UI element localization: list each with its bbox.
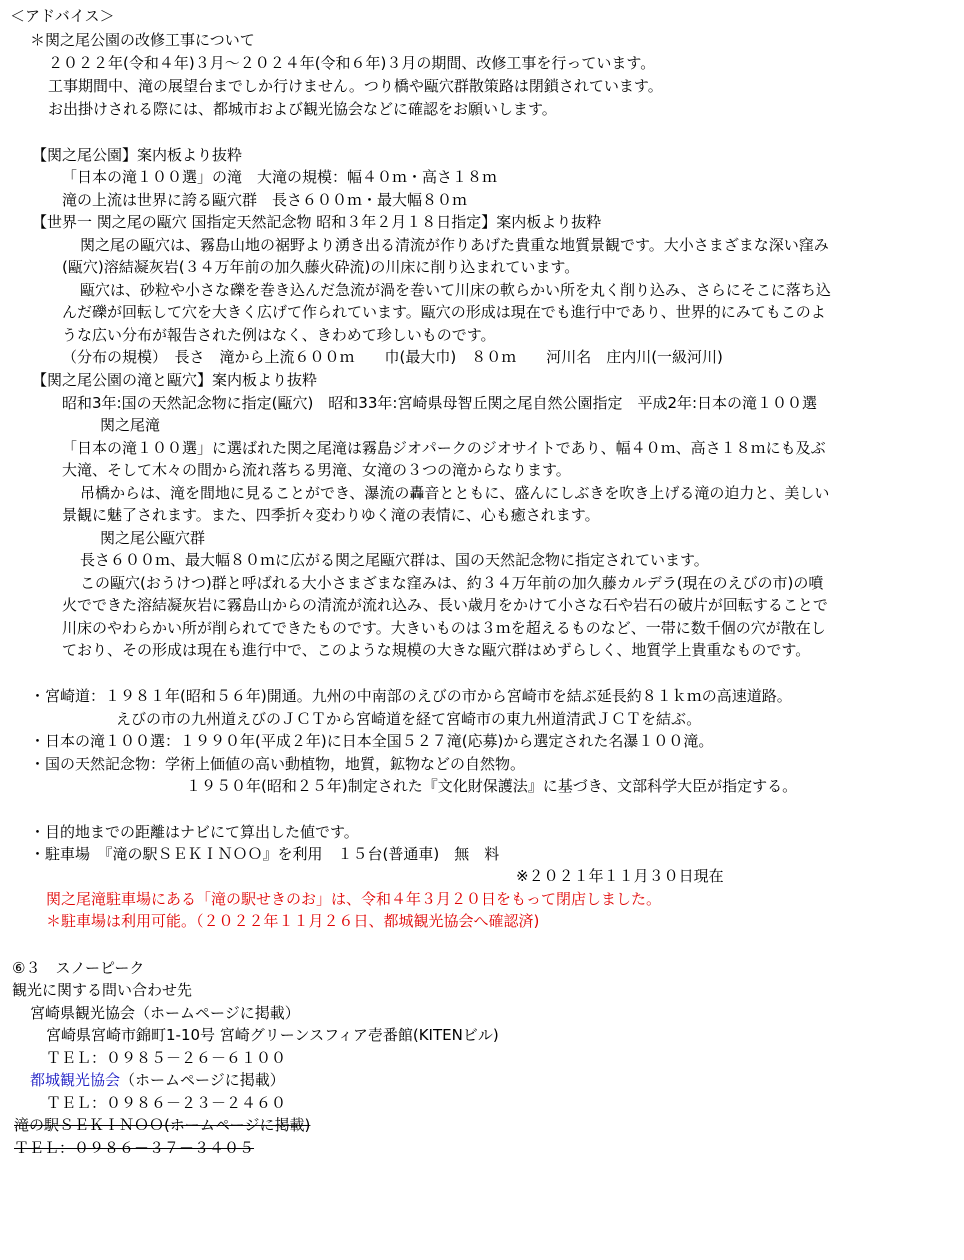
note-item: ・宮崎道：１９８１年(昭和５６年)開通。九州の中南部のえびの市から宮崎市を結ぶ延長約８１ｋｍの高速道路。	[30, 687, 792, 705]
potholes-sign-line: んだ礫が回転して穴を大きく広げて作られています。甌穴の形成は現在でも進行中であり、世界的にみてもこのよ	[62, 303, 826, 321]
note-item: えびの市の九州道えびのＪＣＴから宮崎道を経て宮崎市の東九州道清武ＪＣＴを結ぶ。	[116, 710, 702, 728]
potholes-sign-line: 関之尾の甌穴は、霧島山地の裾野より湧き出る清流が作りあげた貴重な地質景観です。大小さまざまな深い窪み	[80, 236, 829, 254]
city-phone: ＴＥＬ：０９８６－２３－２４６０	[46, 1094, 287, 1112]
parking-available-notice: ＊駐車場は利用可能。（２０２２年１１月２６日、都城観光協会へ確認済)	[46, 912, 540, 930]
renovation-title: ＊関之尾公園の改修工事について	[30, 31, 255, 49]
station-name-struck: 滝の駅ＳＥＫＩＮＯＯ(ホームページに掲載)	[14, 1116, 311, 1134]
renovation-line: お出掛けされる際には、都城市および観光協会などに確認をお願いします。	[48, 100, 557, 118]
falls-sign-subheading: 関之尾滝	[100, 416, 161, 434]
potholes-sign-line: 甌穴は、砂粒や小さな礫を巻き込んだ急流が渦を巻いて川床の軟らかい所を丸く削り込み、さらにそこに落ち込	[80, 281, 831, 299]
falls-sign-line: 火でできた溶結凝灰岩に霧島山からの清流が流れ込み、長い歳月をかけて小さな石や岩石の破片が回転することで	[62, 596, 828, 614]
section-number: ⑥３ スノーピーク	[12, 959, 145, 977]
potholes-sign-line: （分布の規模） 長さ 滝から上流６００ｍ 巾(最大巾) ８０ｍ 河川名 庄内川(一級河川)	[62, 348, 723, 366]
city-association-suffix: （ホームページに掲載）	[120, 1071, 285, 1089]
note-item: ・国の天然記念物：学術上価値の高い動植物，地質，鉱物などの自然物。	[30, 755, 526, 773]
falls-sign-line: 長さ６００ｍ、最大幅８０ｍに広がる関之尾甌穴群は、国の天然記念物に指定されています。	[80, 551, 709, 569]
renovation-line: 工事期間中、滝の展望台までしか行けません。つり橋や甌穴群散策路は閉鎖されています。	[48, 77, 663, 95]
falls-sign-line: 川床のやわらかい所が削られてできたものです。大きいものは３ｍを超えるものなど、一帯に数千個の穴が散在し	[62, 619, 826, 637]
falls-sign-subheading: 関之尾公甌穴群	[100, 529, 206, 547]
distance-note: ・目的地までの距離はナビにて算出した値です。	[30, 823, 359, 841]
falls-sign-line: 「日本の滝１００選」に選ばれた関之尾滝は霧島ジオパークのジオサイトであり、幅４０ｍ、高さ１８ｍにも及ぶ	[62, 439, 826, 457]
parking-note: ・駐車場 『滝の駅ＳＥＫＩＮＯＯ』を利用 １５台(普通車) 無 料	[30, 845, 500, 863]
advice-heading: ＜アドバイス＞	[10, 7, 115, 25]
park-sign-line: 滝の上流は世界に誇る甌穴群 長さ６００ｍ・最大幅８０ｍ	[62, 191, 468, 209]
potholes-sign-title: 【世界一 関之尾の甌穴 国指定天然記念物 昭和３年２月１８日指定】案内板より抜粋	[32, 213, 602, 231]
potholes-sign-line: (甌穴)溶結凝灰岩(３４万年前の加久藤火砕流)の川床に削り込まれています。	[62, 258, 580, 276]
falls-sign-title: 【関之尾公園の滝と甌穴】案内板より抜粋	[32, 371, 318, 389]
contact-heading: 観光に関する問い合わせ先	[12, 981, 193, 999]
falls-sign-line: ており、その形成は現在も進行中で、このような規模の大きな甌穴群はめずらしく、地質学上貴重なものです。	[62, 641, 811, 659]
note-item: ・日本の滝１００選：１９９０年(平成２年)に日本全国５２７滝(応募)から選定された名瀑１００滝。	[30, 732, 714, 750]
potholes-sign-line: うな広い分布が報告された例はなく、きわめて珍しいものです。	[62, 326, 496, 344]
pref-address: 宮崎県宮崎市錦町1-10号 宮崎グリーンスフィア壱番館(KITENビル)	[46, 1026, 499, 1044]
falls-sign-line: 吊橋からは、滝を間地に見ることができ、瀑流の轟音とともに、盛んにしぶきを吹き上げる滝の迫力と、美しい	[80, 484, 830, 502]
station-phone-struck: ＴＥＬ：０９８６－３７－３４０５	[14, 1139, 255, 1157]
park-sign-title: 【関之尾公園】案内板より抜粋	[32, 146, 243, 164]
pref-phone: ＴＥＬ：０９８５－２６－６１００	[46, 1049, 287, 1067]
renovation-line: ２０２２年(令和４年)３月～２０２４年(令和６年)３月の期間、改修工事を行っています。	[48, 54, 656, 72]
falls-sign-line: 大滝、そして木々の間から流れ落ちる男滝、女滝の３つの滝からなります。	[62, 461, 571, 479]
falls-sign-line: 昭和3年:国の天然記念物に指定(甌穴) 昭和33年:宮崎県母智丘関之尾自然公園指定 平成2年:日本の滝１００選	[62, 394, 818, 412]
as-of-date: ※２０２１年１１月３０日現在	[516, 867, 724, 885]
falls-sign-line: 景観に魅了されます。また、四季折々変わりゆく滝の表情に、心も癒されます。	[62, 506, 600, 524]
city-association-link[interactable]: 都城観光協会	[30, 1071, 121, 1089]
pref-tourism-association: 宮崎県観光協会（ホームページに掲載）	[30, 1004, 300, 1022]
falls-sign-line: この甌穴(おうけつ)群と呼ばれる大小さまざまな窪みは、約３４万年前の加久藤カルデラ(現在のえびの市)の噴	[80, 574, 824, 592]
city-tourism-association	[30, 1070, 285, 1090]
park-sign-line: 「日本の滝１００選」の滝 大滝の規模：幅４０ｍ・高さ１８ｍ	[62, 168, 498, 186]
closure-notice: 関之尾滝駐車場にある「滝の駅せきのお」は、令和４年３月２０日をもって閉店しました。	[46, 890, 662, 908]
note-item: １９５０年(昭和２５年)制定された『文化財保護法』に基づき、文部科学大臣が指定する。	[186, 777, 798, 795]
